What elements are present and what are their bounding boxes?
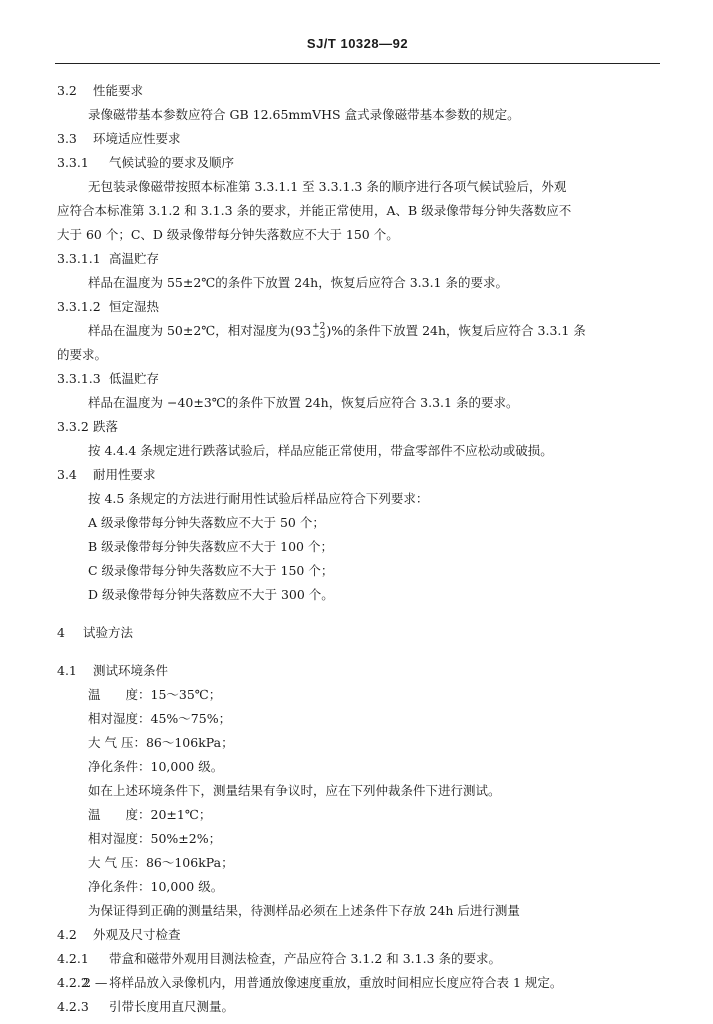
section-title: 耐用性要求 — [93, 467, 156, 482]
paragraph-line-with-tolerance — [0, 319, 713, 343]
text-fragment: )%的条件下放置 24h，恢复后应符合 3.3.1 条 — [326, 323, 586, 338]
section-3-4-heading — [0, 463, 713, 487]
paragraph-line: 按 4.4.4 条规定进行跌落试验后，样品应能正常使用，带盒零部件不应松动或破损。 — [88, 443, 553, 458]
section-4-2-3 — [0, 995, 713, 1019]
condition-line: 温 度：15～35℃； — [88, 687, 222, 702]
paragraph-line: 样品在温度为 55±2℃的条件下放置 24h，恢复后应符合 3.3.1 条的要求。 — [88, 275, 508, 290]
condition-line: 相对湿度：45%～75%； — [88, 711, 232, 726]
section-title: 恒定湿热 — [109, 299, 160, 314]
section-number: 3.3.1.2 — [57, 299, 101, 314]
paragraph-line: 大于 60 个；C、D 级录像带每分钟失落数应不大于 150 个。 — [57, 227, 399, 242]
section-title: 外观及尺寸检查 — [93, 927, 181, 942]
section-number: 3.2 — [57, 83, 77, 98]
section-3-3-1-heading — [0, 151, 713, 175]
section-title: 气候试验的要求及顺序 — [109, 155, 235, 170]
condition-line: 温 度：20±1℃； — [88, 807, 212, 822]
section-text: 引带长度用直尺测量。 — [109, 999, 235, 1014]
section-3-3-2-heading — [0, 415, 713, 439]
section-4-2-1 — [0, 947, 713, 971]
section-number: 4.2.3 — [57, 999, 89, 1014]
section-number: 3.3.2 — [57, 419, 89, 434]
section-gap — [0, 607, 713, 621]
tolerance-fraction — [312, 323, 325, 341]
condition-line: 大 气 压：86～106kPa； — [88, 855, 234, 870]
section-number: 3.3.1 — [57, 155, 89, 170]
section-title: 跌落 — [93, 419, 119, 434]
paragraph-line: 如在上述环境条件下，测量结果有争议时，应在下列仲裁条件下进行测试。 — [88, 783, 501, 798]
paragraph-line: 的要求。 — [57, 347, 108, 362]
section-number: 4.2 — [57, 927, 77, 942]
condition-line: 净化条件：10,000 级。 — [88, 879, 224, 894]
section-number: 3.3.1.1 — [57, 251, 101, 266]
section-number: 4.2.1 — [57, 951, 89, 966]
section-3-3-heading — [0, 127, 713, 151]
section-text: 将样品放入录像机内，用普通放像速度重放，重放时间相应长度应符合表 1 规定。 — [109, 975, 563, 990]
paragraph-line: 为保证得到正确的测量结果，待测样品必须在上述条件下存放 24h 后进行测量 — [88, 903, 520, 918]
tolerance-lower: −3 — [312, 330, 326, 341]
section-number: 3.3 — [57, 131, 77, 146]
condition-line: 净化条件：10,000 级。 — [88, 759, 224, 774]
section-title: 性能要求 — [93, 83, 144, 98]
section-number: 4 — [57, 625, 65, 640]
section-number: 3.3.1.3 — [57, 371, 101, 386]
section-title: 测试环境条件 — [93, 663, 169, 678]
section-title: 低温贮存 — [109, 371, 160, 386]
paragraph-line: 录像磁带基本参数应符合 GB 12.65mmVHS 盒式录像磁带基本参数的规定。 — [88, 107, 520, 122]
list-item: D 级录像带每分钟失落数应不大于 300 个。 — [88, 587, 334, 602]
section-3-3-1-2-heading — [0, 295, 713, 319]
section-4-1-heading — [0, 659, 713, 683]
section-number: 4.2.2 — [57, 975, 89, 990]
section-title: 高温贮存 — [109, 251, 160, 266]
document-body — [0, 79, 713, 1019]
section-title: 试验方法 — [83, 625, 134, 640]
condition-line: 大 气 压：86～106kPa； — [88, 735, 234, 750]
section-3-2-heading — [0, 79, 713, 103]
paragraph-line: 按 4.5 条规定的方法进行耐用性试验后样品应符合下列要求： — [88, 491, 429, 506]
page-number: 2 — — [83, 975, 108, 990]
section-text: 带盒和磁带外观用目测法检查，产品应符合 3.1.2 和 3.1.3 条的要求。 — [109, 951, 502, 966]
section-4-heading — [0, 621, 713, 645]
list-item: A 级录像带每分钟失落数应不大于 50 个； — [88, 515, 325, 530]
paragraph-line: 样品在温度为 −40±3℃的条件下放置 24h，恢复后应符合 3.3.1 条的要求。 — [88, 395, 519, 410]
list-item: B 级录像带每分钟失落数应不大于 100 个； — [88, 539, 333, 554]
section-number: 4.1 — [57, 663, 77, 678]
section-number: 3.4 — [57, 467, 77, 482]
paragraph-line: 无包装录像磁带按照本标准第 3.3.1.1 至 3.3.1.3 条的顺序进行各项气候试验后，外观 — [88, 179, 567, 194]
condition-line: 相对湿度：50%±2%； — [88, 831, 222, 846]
section-4-2-heading — [0, 923, 713, 947]
tolerance-upper: +2 — [312, 321, 326, 332]
section-title: 环境适应性要求 — [93, 131, 181, 146]
section-gap — [0, 645, 713, 659]
header-rule — [55, 63, 660, 64]
paragraph-line: 应符合本标准第 3.1.2 和 3.1.3 条的要求，并能正常使用，A、B 级录像带每分钟失落数应不 — [57, 203, 572, 218]
section-3-3-1-3-heading — [0, 367, 713, 391]
text-fragment: 样品在温度为 50±2℃，相对湿度为(93 — [88, 323, 312, 338]
section-3-3-1-1-heading — [0, 247, 713, 271]
list-item: C 级录像带每分钟失落数应不大于 150 个； — [88, 563, 334, 578]
document-header-id: SJ/T 10328—92 — [306, 36, 409, 51]
